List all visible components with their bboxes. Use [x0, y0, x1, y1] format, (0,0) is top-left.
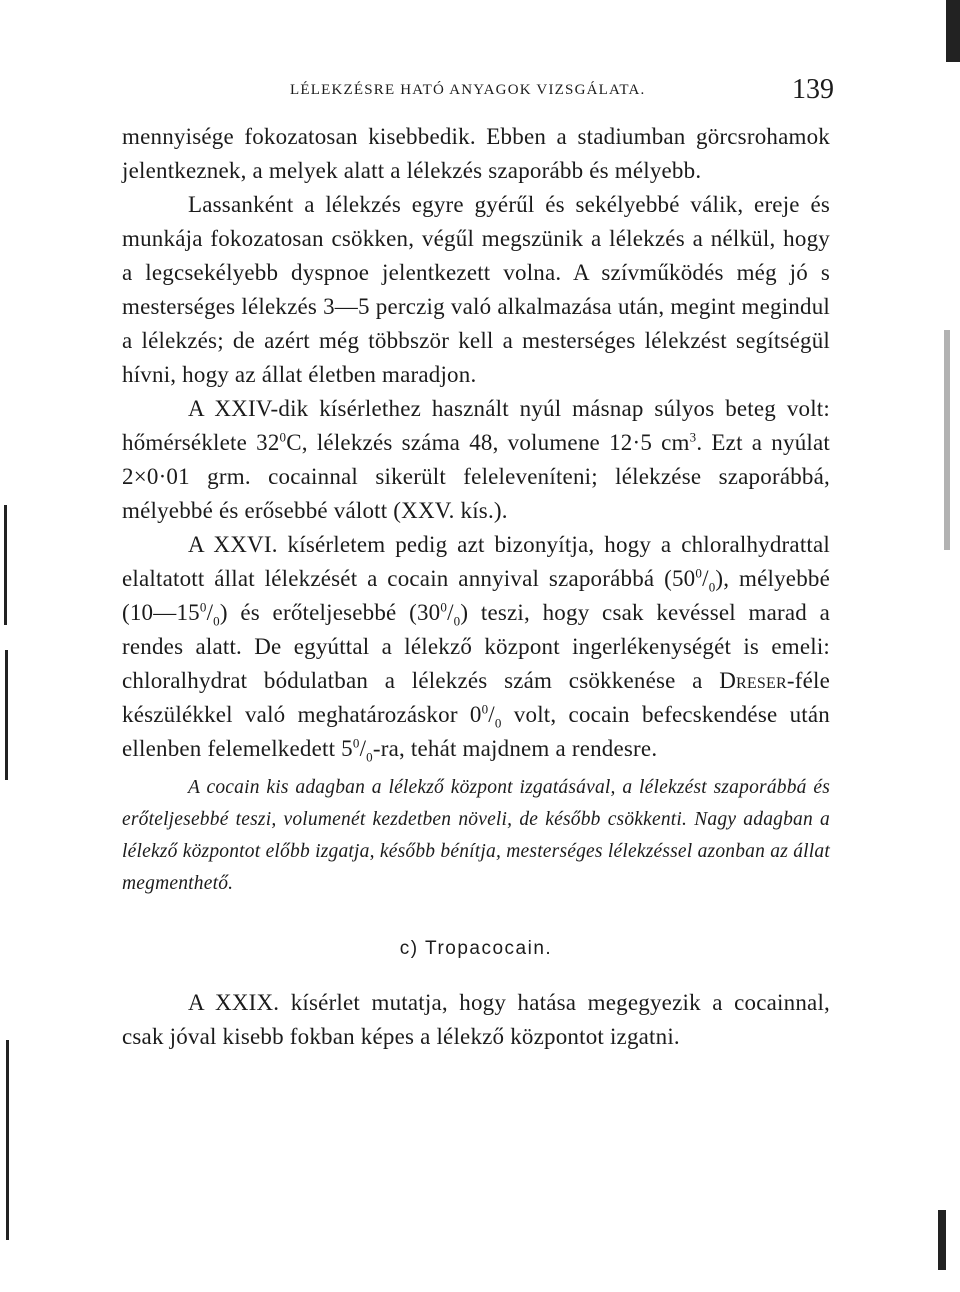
scan-edge-mark-right-2 — [938, 1210, 946, 1270]
paragraph-4-text-b: ), mélyebbé (10—15 — [122, 566, 830, 625]
percent-sub-5: 0 — [366, 749, 373, 765]
percent-slash-4: / — [488, 702, 495, 727]
body-text — [122, 120, 830, 1054]
paragraph-4-text-f: volt, cocain befecskendése után ellenben felemelkedett 5 — [122, 702, 830, 761]
percent-sup-4: 0 — [481, 701, 489, 717]
percent-sub-4: 0 — [494, 715, 502, 731]
paragraph-3-text-b: C, lélekzés száma 48, volumene 12·5 cm — [286, 430, 690, 455]
scan-edge-mark-left-2 — [5, 650, 8, 780]
percent-sup-3: 0 — [440, 599, 448, 615]
paragraph-4-text-g: -ra, tehát majdnem a rendesre. — [372, 736, 658, 761]
scan-edge-mark-top-right — [946, 0, 960, 62]
percent-sup-2: 0 — [199, 599, 207, 615]
paragraph-3-text-a: A XXIV-dik kísérlethez használt nyúl másnap súlyos beteg volt: hőmérséklete 32 — [122, 396, 830, 455]
percent-sup-1: 0 — [695, 565, 703, 581]
percent-sub-1: 0 — [708, 579, 716, 595]
percent-sub-3: 0 — [453, 613, 461, 629]
paragraph-4-text-d: ) teszi, hogy csak kevéssel marad a rendes alatt. De egyúttal a lélekző központ ingerlékenységét is emeli: chloralhydrat bódulatban a lélekzés szám csökkenése a — [122, 600, 830, 693]
percent-slash-2: / — [206, 600, 214, 625]
author-name: Dreser — [719, 668, 787, 693]
scan-edge-mark-right-1 — [944, 330, 950, 550]
running-head: LÉLEKZÉSRE HATÓ ANYAGOK VIZSGÁLATA. — [290, 82, 646, 98]
degree-mark: 0 — [279, 429, 287, 445]
paragraph-4-text-e: -féle készülékkel való meghatározáskor 0 — [122, 668, 830, 727]
scan-edge-mark-left-3 — [6, 1040, 9, 1240]
paragraph-4-text-c: ) és erőteljesebbé (30 — [219, 600, 441, 625]
paragraph-1: mennyisége fokozatosan kisebbedik. Ebben a stadiumban görcsrohamok jelentkeznek, a melyek alatt a lélekzés szaporább és mélyebb. — [122, 124, 830, 183]
paragraph-3-text-c: . Ezt a nyúlat 2×0·01 grm. cocainnal sikerült feleleveníteni; lélekzése szaporábbá, mélyebbé és erősebbé válott (XXV. kís.). — [122, 430, 830, 523]
percent-slash-5: / — [359, 736, 367, 761]
summary-italic: A cocain kis adagban a lélekző központ izgatásával, a lélekzést szaporábbá és erőteljesebbé teszi, volumenét kezdetben növeli, de később csökkenti. Nagy adagban a lélekző központot előbb izgatja, később bénítja, mesterséges lélekzéssel azonban az állat megmenthető. — [122, 777, 830, 894]
paragraph-3 — [122, 392, 830, 528]
paragraph-6: A XXIX. kísérlet mutatja, hogy hatása megegyezik a cocainnal, csak jóval kisebb fokban képes a lélekző központot izgatni. — [122, 990, 830, 1049]
cubic-mark: 3 — [689, 429, 697, 445]
percent-sup-5: 0 — [352, 735, 360, 751]
percent-slash-1: / — [702, 566, 709, 591]
scan-edge-mark-left-1 — [4, 505, 7, 625]
paragraph-2: Lassanként a lélekzés egyre gyérűl és sekélyebbé válik, ereje és munkája fokozatosan csökken, végűl megszünik a lélekzés a nélkül, hogy a legcsekélyebb dyspnoe jelentkezett volna. A szívműködés még jó s mesterséges lélekzés 3—5 perczig való alkalmazása után, megint megindul a lélekzés; de azért még többször kell a mesterséges lélekzést segítségül hívni, hogy az állat életben maradjon. — [122, 192, 830, 387]
paragraph-4-text-a: A XXVI. kísérletem pedig azt bizonyítja, hogy a chloralhydrattal elaltatott állat lélekzését a cocain annyival szaporábbá (50 — [122, 532, 830, 591]
section-heading: c) Tropacocain. — [399, 938, 553, 959]
page-number: 139 — [792, 74, 834, 105]
paragraph-4 — [122, 528, 830, 766]
percent-slash-3: / — [447, 600, 454, 625]
percent-sub-2: 0 — [213, 613, 220, 629]
